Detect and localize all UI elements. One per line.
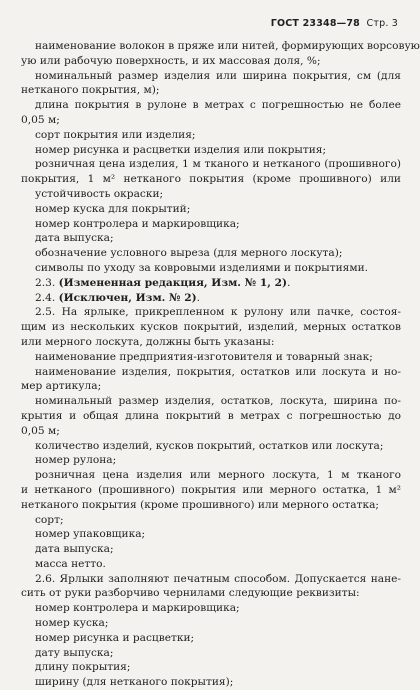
text-line: номер рисунка и расцветки;	[35, 631, 195, 644]
text-line: сорт;	[35, 513, 64, 526]
standard-number: ГОСТ 23348—78	[270, 18, 360, 29]
text-line: и нетканого (прошивного) покрытия или мерного остатка, 1 м²	[21, 483, 401, 496]
text-line: наименование волокон в пряже или нитей, формирующих ворсовую	[35, 40, 420, 52]
text-line: розничная цена изделия, 1 м тканого и нетканого (прошивного)	[35, 158, 401, 171]
text-line: длину покрытия;	[35, 661, 131, 674]
text-line: щим из нескольких кусков покрытий, изделий, мерных остатков	[21, 321, 401, 334]
text-line: номинальный размер изделия или ширина покрытия, см (для	[35, 69, 401, 82]
text-line: наименование предприятия-изготовителя и товарный знак;	[35, 350, 373, 363]
text-line: номер рисунка и расцветки изделия или покрытия;	[35, 143, 327, 156]
text-line: 2.6. Ярлыки заполняют печатным способом. Допускается нане-	[35, 572, 401, 585]
text-line: номер рулона;	[35, 454, 117, 467]
text-line: 2.3. (Измененная редакция, Изм. № 1, 2).	[35, 276, 291, 289]
text-line: наименование изделия, покрытия, остатков или лоскута и но-	[35, 365, 401, 378]
text-line: дата выпуска;	[35, 232, 114, 245]
text-line: дата выпуска;	[35, 543, 114, 556]
text-line: масса нетто.	[35, 557, 106, 570]
text-line: номер упаковщика;	[35, 528, 146, 541]
amendment-note: (Исключен, Изм. № 2)	[58, 291, 197, 304]
text-line: номер куска;	[35, 617, 109, 630]
text-line: мер артикула;	[21, 380, 102, 393]
text-line: 2.4. (Исключен, Изм. № 2).	[35, 291, 200, 304]
text-line: ую или рабочую поверхность, и их массовая доля, %;	[21, 54, 321, 67]
text-line: номер куска для покрытий;	[35, 202, 191, 215]
text-line: сорт покрытия или изделия;	[35, 128, 196, 141]
text-line: номер контролера и маркировщика;	[35, 217, 240, 230]
text-line: 0,05 м;	[21, 113, 60, 126]
text-line: покрытия, 1 м² нетканого покрытия (кроме прошивного) или	[21, 173, 401, 186]
text-line: крытия и общая длина покрытий в метрах с погрешностью до	[21, 409, 401, 422]
text-line: ширину (для нетканого покрытия);	[35, 676, 234, 689]
text-line: 0,05 м;	[21, 424, 60, 437]
text-line: розничная цена изделия или мерного лоскута, 1 м тканого	[35, 469, 401, 482]
text-line: длина покрытия в рулоне в метрах с погрешностью не более	[35, 99, 401, 112]
text-line: дату выпуска;	[35, 646, 114, 659]
text-line: нетканого покрытия (кроме прошивного) или мерного остатка;	[21, 498, 379, 511]
text-line: символы по уходу за ковровыми изделиями и покрытиями.	[35, 261, 369, 274]
amendment-note: (Измененная редакция, Изм. № 1, 2)	[58, 276, 287, 289]
text-line: обозначение условного выреза (для мерного лоскута);	[35, 247, 343, 260]
text-line: номинальный размер изделия, остатков, лоскута, ширина по-	[35, 395, 401, 408]
page-header	[271, 18, 398, 29]
page-number: Стр. 3	[366, 18, 398, 29]
document-body	[21, 39, 420, 690]
text-line: устойчивость окраски;	[35, 187, 164, 200]
text-line: нетканого покрытия, м);	[21, 84, 160, 97]
text-line: 2.5. На ярлыке, прикрепленном к рулону или пачке, состоя-	[35, 306, 401, 319]
text-line: количество изделий, кусков покрытий, остатков или лоскута;	[35, 439, 384, 452]
text-line: или мерного лоскута, должны быть указаны:	[21, 335, 275, 348]
text-line: сить от руки разборчиво чернилами следующие реквизиты:	[21, 587, 360, 600]
text-line: номер контролера и маркировщика;	[35, 602, 240, 615]
